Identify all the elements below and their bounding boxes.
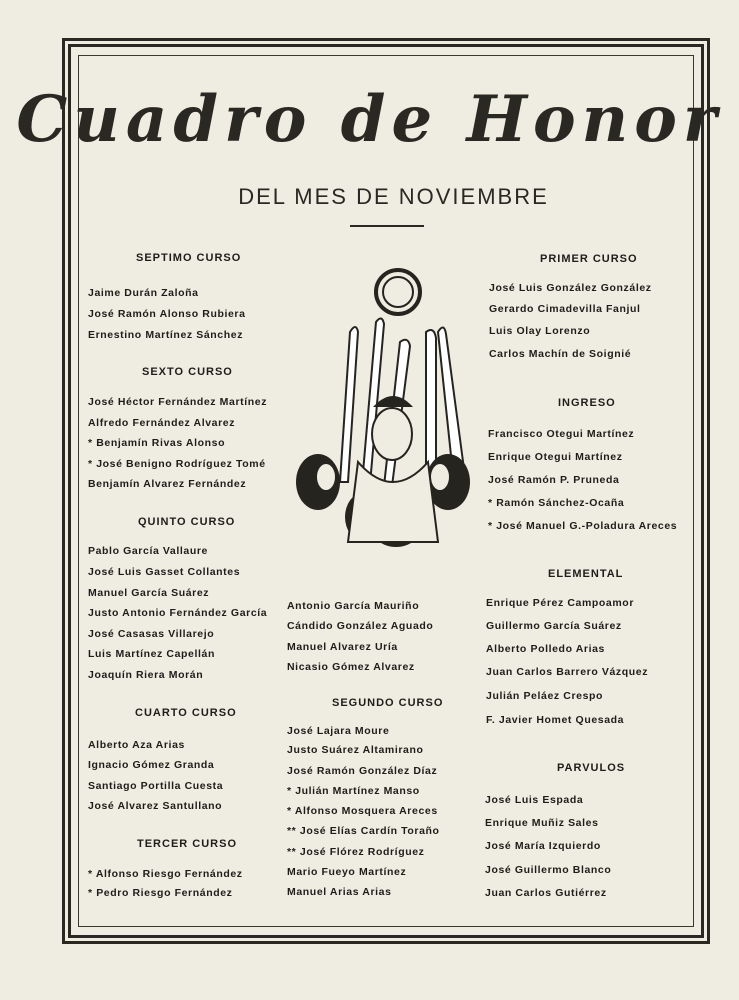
page-subtitle: DEL MES DE NOVIEMBRE: [238, 184, 549, 209]
list-item: Manuel García Suárez: [88, 587, 210, 599]
list-item: ** José Elías Cardín Toraño: [287, 825, 440, 837]
list-item: José Casasas Villarejo: [88, 628, 215, 640]
list-item: Luis Olay Lorenzo: [489, 325, 591, 337]
list-item: Pablo García Vallaure: [88, 545, 208, 557]
list-item: José Héctor Fernández Martínez: [88, 396, 268, 408]
section-heading-quinto: QUINTO CURSO: [138, 516, 236, 528]
list-item: Francisco Otegui Martínez: [488, 428, 635, 440]
list-item: José Luis Espada: [485, 794, 584, 806]
list-item: Nicasio Gómez Alvarez: [287, 661, 415, 673]
list-item: Santiago Portilla Cuesta: [88, 780, 224, 792]
list-item: Juan Carlos Barrero Vázquez: [486, 666, 649, 678]
list-item: * Julián Martínez Manso: [287, 785, 420, 797]
section-heading-sexto: SEXTO CURSO: [142, 366, 233, 378]
list-item: Juan Carlos Gutiérrez: [485, 887, 607, 899]
list-item: Ignacio Gómez Granda: [88, 759, 215, 771]
list-item: Alberto Polledo Arias: [486, 643, 605, 655]
list-item: José Luis Gasset Collantes: [88, 566, 241, 578]
list-item: Mario Fueyo Martínez: [287, 866, 407, 878]
title-divider: [350, 225, 424, 227]
page-title: Cuadro de Honor: [16, 82, 723, 157]
list-item: Justo Suárez Altamirano: [287, 744, 424, 756]
list-item: Justo Antonio Fernández García: [88, 607, 268, 619]
list-item: Guillermo García Suárez: [486, 620, 622, 632]
list-item: ** José Flórez Rodríguez: [287, 846, 425, 858]
list-item: Alberto Aza Arias: [88, 739, 185, 751]
list-item: Manuel Arias Arias: [287, 886, 392, 898]
list-item: Benjamín Alvarez Fernández: [88, 478, 247, 490]
section-heading-ingreso: INGRESO: [558, 397, 616, 409]
section-heading-primero: PRIMER CURSO: [540, 253, 638, 265]
list-item: José Alvarez Santullano: [88, 800, 223, 812]
list-item: Enrique Otegui Martínez: [488, 451, 623, 463]
section-heading-tercero: TERCER CURSO: [137, 838, 238, 850]
section-heading-segundo: SEGUNDO CURSO: [332, 697, 444, 709]
list-item: José Guillermo Blanco: [485, 864, 612, 876]
list-item: * Benjamín Rivas Alonso: [88, 437, 226, 449]
list-item: Luis Martínez Capellán: [88, 648, 215, 660]
list-item: Joaquín Riera Morán: [88, 669, 204, 681]
list-item: Gerardo Cimadevilla Fanjul: [489, 303, 641, 315]
list-item: José Ramón González Díaz: [287, 765, 438, 777]
section-heading-parvulos: PARVULOS: [557, 762, 626, 774]
list-item: Carlos Machín de Soignié: [489, 348, 632, 360]
list-item: Cándido González Aguado: [287, 620, 434, 632]
list-item: José María Izquierdo: [485, 840, 601, 852]
list-item: Alfredo Fernández Alvarez: [88, 417, 236, 429]
list-item: * José Manuel G.-Poladura Areces: [488, 520, 678, 532]
list-item: * José Benigno Rodríguez Tomé: [88, 458, 266, 470]
list-item: Manuel Alvarez Uría: [287, 641, 398, 653]
list-item: José Ramón P. Pruneda: [488, 474, 620, 486]
list-item: Enrique Pérez Campoamor: [486, 597, 635, 609]
list-item: Enrique Muñiz Sales: [485, 817, 599, 829]
section-heading-cuarto: CUARTO CURSO: [135, 707, 237, 719]
section-heading-septimo: SEPTIMO CURSO: [136, 252, 242, 264]
list-item: Jaime Durán Zaloña: [88, 287, 199, 299]
list-item: Antonio García Mauriño: [287, 600, 420, 612]
list-item: * Pedro Riesgo Fernández: [88, 887, 233, 899]
list-item: José Lajara Moure: [287, 725, 390, 737]
list-item: F. Javier Homet Quesada: [486, 714, 625, 726]
list-item: José Luis González González: [489, 282, 652, 294]
list-item: * Alfonso Riesgo Fernández: [88, 868, 243, 880]
list-item: * Ramón Sánchez-Ocaña: [488, 497, 625, 509]
section-heading-elemental: ELEMENTAL: [548, 568, 624, 580]
list-item: José Ramón Alonso Rubiera: [88, 308, 246, 320]
list-item: Ernestino Martínez Sánchez: [88, 329, 244, 341]
list-item: Julián Peláez Crespo: [486, 690, 604, 702]
wreath-hands-illustration: [288, 262, 478, 562]
list-item: * Alfonso Mosquera Areces: [287, 805, 438, 817]
